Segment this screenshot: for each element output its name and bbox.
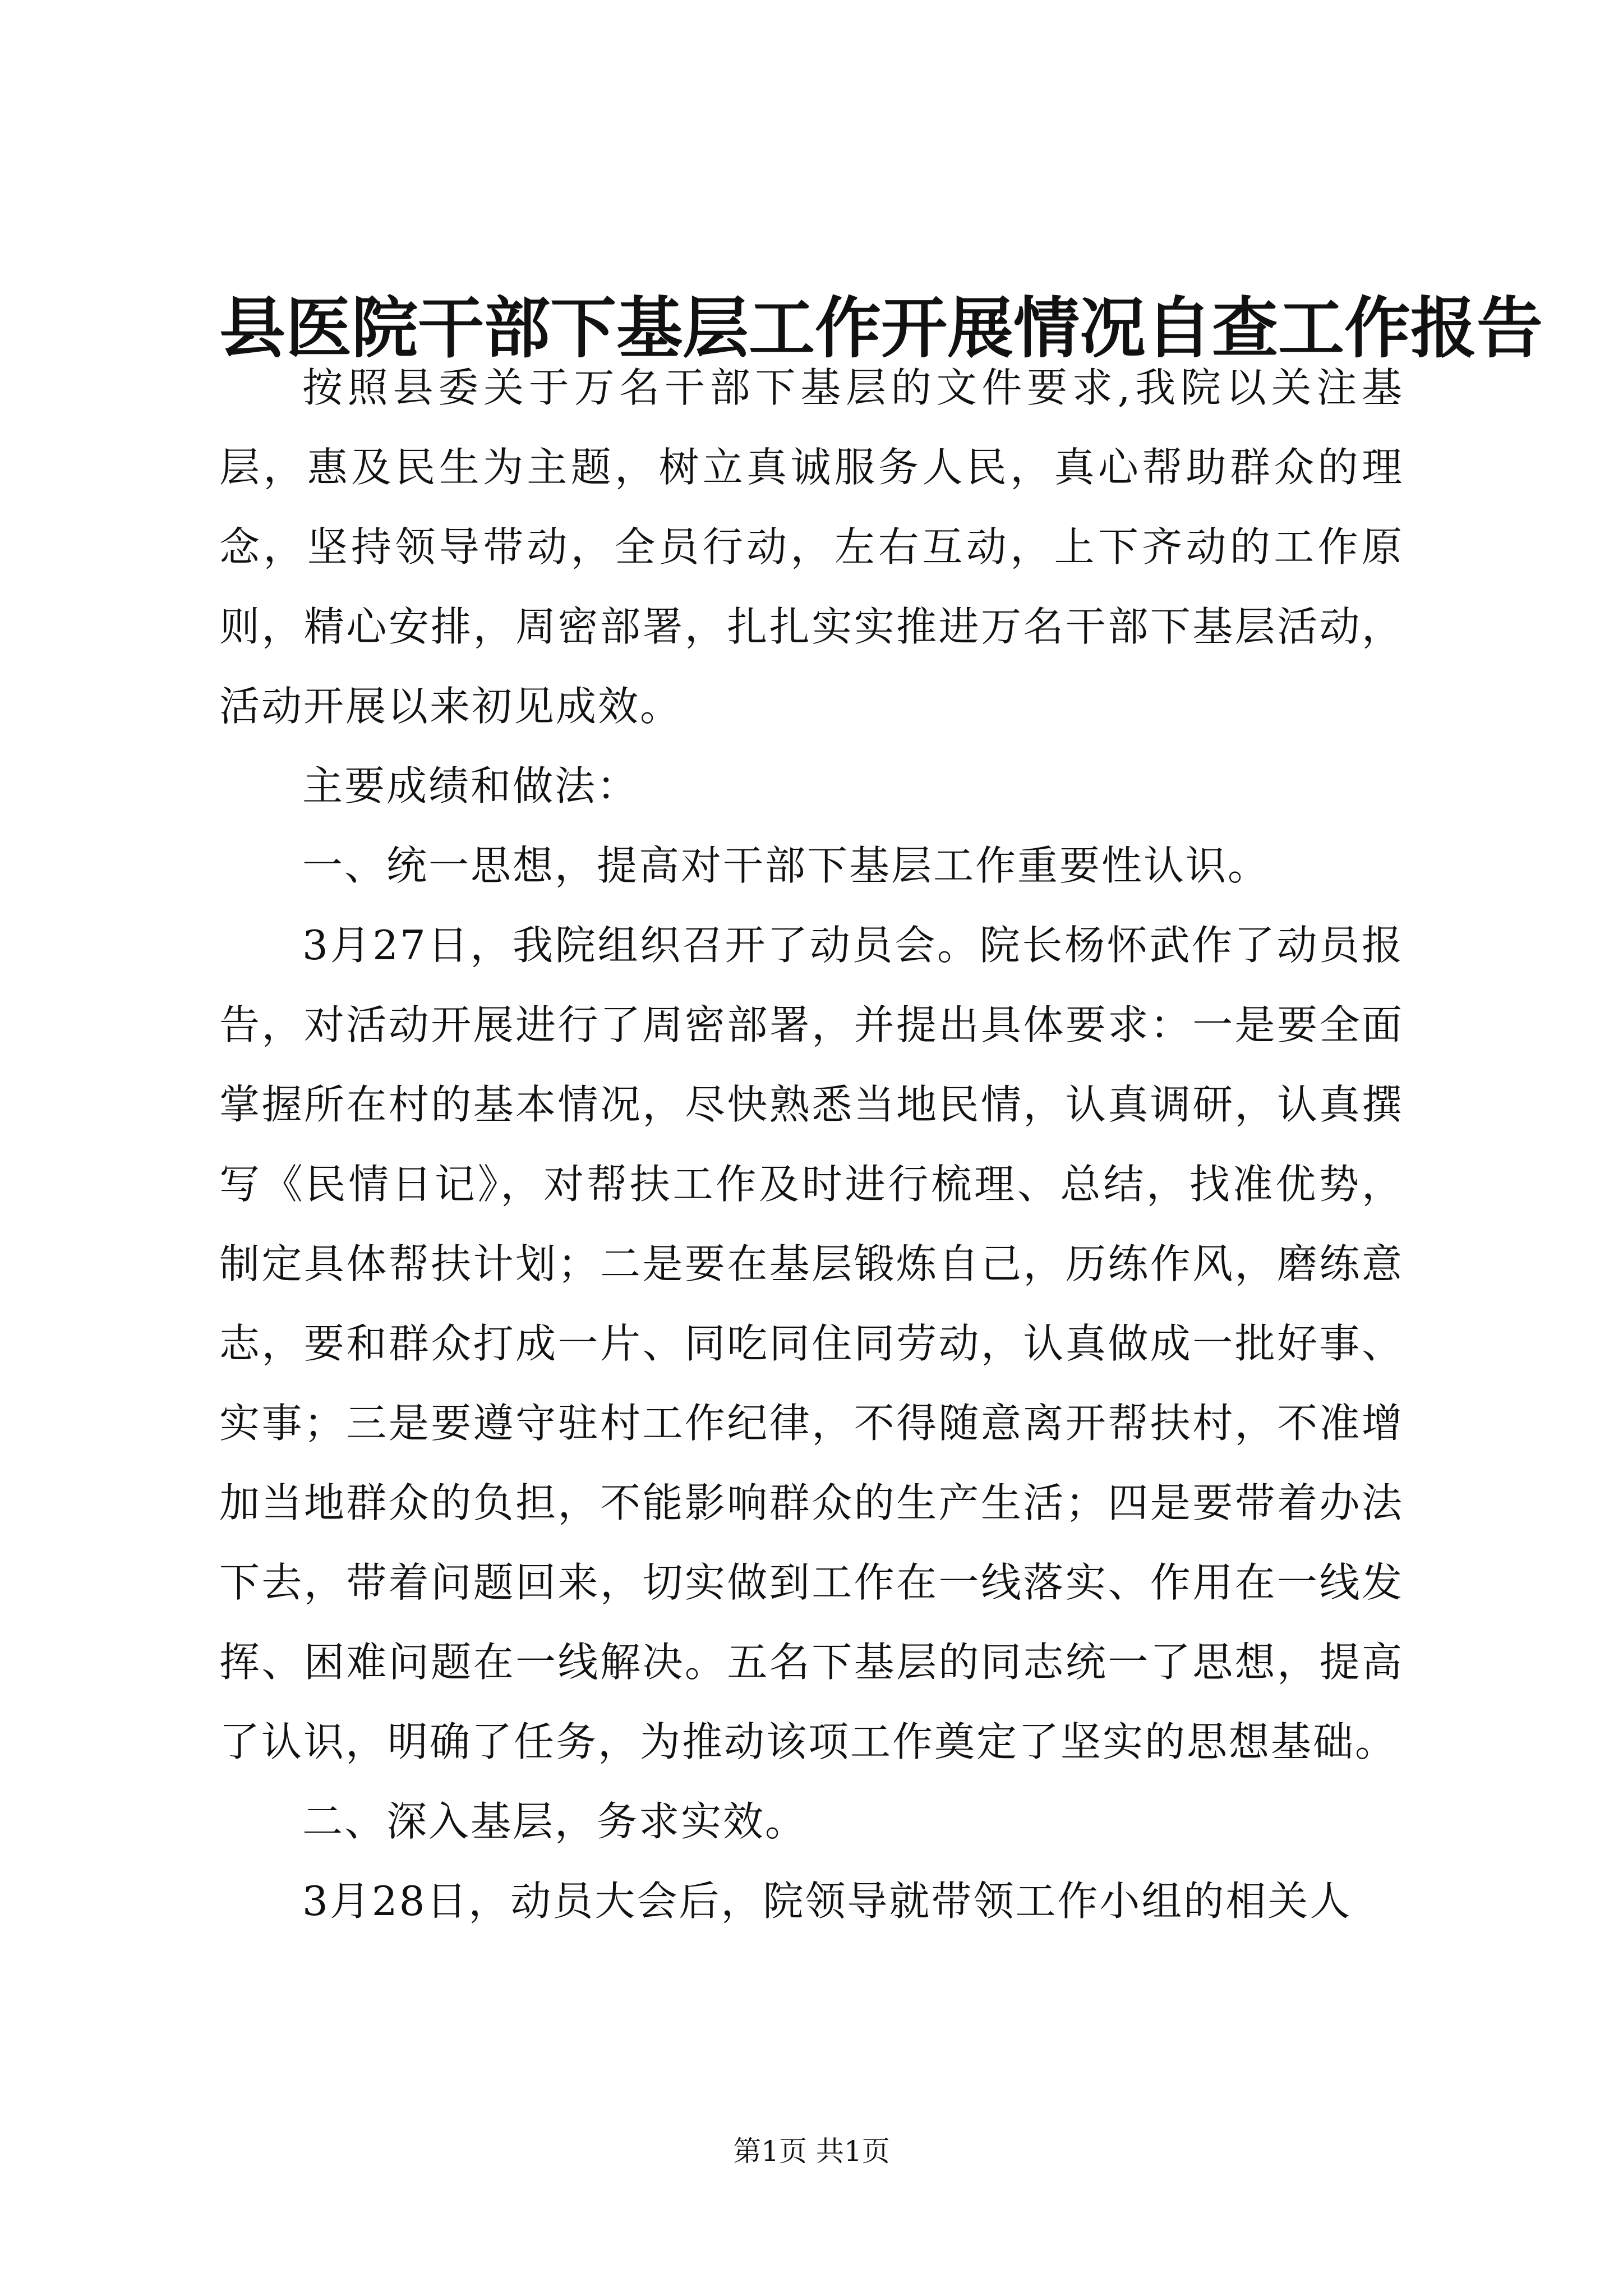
paragraph-section-two-heading: 二、深入基层，务求实效。 [302,1798,808,1845]
paragraph-main-achievements: 主要成绩和做法： [302,762,639,809]
paragraph-section-one-heading: 一、统一思想，提高对干部下基层工作重要性认识。 [302,842,1270,889]
paragraph-intro: 按照县委关于万名干部下基层的文件要求,我院以关注基层，惠及民生为主题，树立真诚服务人民，真心帮助群众的理念，坚持领导带动，全员行动，左右互动，上下齐动的工作原则，精心安排，周密部署，扎扎实实推进万名干部下基层活动，活动开展以来初见成效。 [219,364,1404,730]
document-body [219,348,1404,1941]
document-title: 县医院干部下基层工作开展情况自查工作报告 [219,289,1543,367]
paragraph-section-one-body: 3月27日，我院组织召开了动员会。院长杨怀武作了动员报告，对活动开展进行了周密部署，并提出具体要求：一是要全面掌握所在村的基本情况，尽快熟悉当地民情，认真调研，认真撰写《民情日记》，对帮扶工作及时进行梳理、总结，找准优势，制定具体帮扶计划；二是要在基层锻炼自己，历练作风，磨练意志，要和群众打成一片、同吃同住同劳动，认真做成一批好事、实事；三是要遵守驻村工作纪律，不得随意离开帮扶村，不准增加当地群众的负担，不能影响群众的生产生活；四是要带着办法下去，带着问题回来，切实做到工作在一线落实、作用在一线发挥、困难问题在一线解决。五名下基层的同志统一了思想，提高了认识，明确了任务，为推动该项工作奠定了坚实的思想基础。 [219,922,1404,1765]
paragraph-section-two-body: 3月28日，动员大会后，院领导就带领工作小组的相关人 [302,1878,1352,1925]
page-number-footer: 第1页 共1页 [733,2135,890,2168]
